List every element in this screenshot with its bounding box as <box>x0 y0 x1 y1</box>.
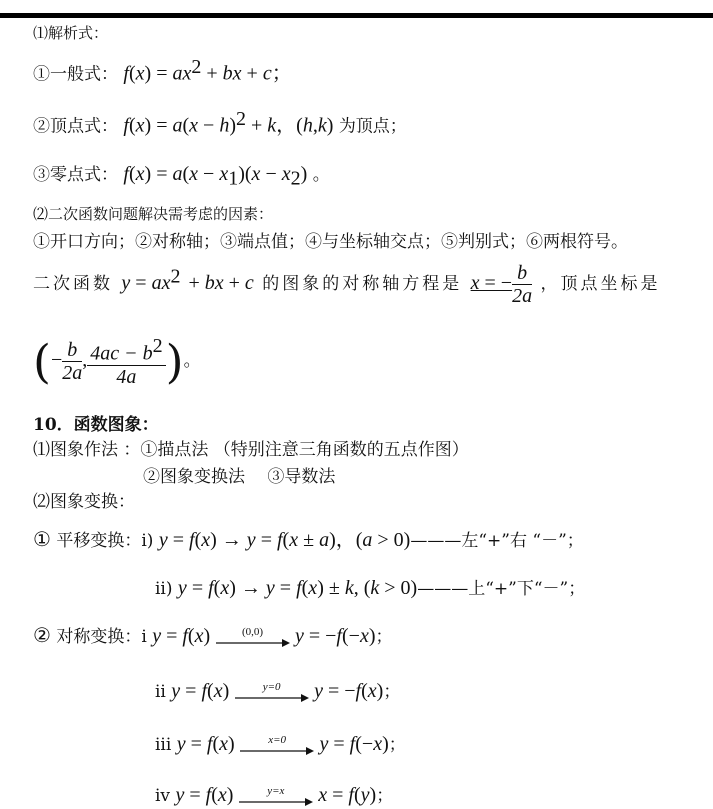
general-form-label: ①一般式： <box>33 64 118 85</box>
vertex-form-line: ②顶点式： $f(x) = a(x - h)^2 + k$，(h,k) 为顶点； <box>33 108 407 137</box>
symmetry-iv-line: iv y = f(x) y=x x = f(y)； <box>155 784 394 806</box>
symmetry-iii-line: iii y = f(x) x=0 y = f(−x)； <box>155 733 406 755</box>
section-10-title: 10．函数图象： <box>33 415 159 435</box>
transform-header: ⑵图象变换： <box>33 492 135 512</box>
top-rule <box>0 13 713 18</box>
axis-line: 二次函数 $y = ax^2$ + bx + c 的图象的对称轴方程是 x = − $\frac{b}{2a}$ ，顶点坐标是 <box>33 262 661 307</box>
arrow-y0: y=0 <box>235 682 309 703</box>
axis-formula: x = − <box>470 272 513 294</box>
section-2-header: ⑵二次函数问题解决需考虑的因素： <box>33 205 274 223</box>
section-1-header: ⑴解析式： <box>33 24 109 42</box>
arrow-x0: x=0 <box>240 735 314 756</box>
arrow-yx: y=x <box>239 786 313 807</box>
factors-line: ①开口方向；②对称轴；③端点值；④与坐标轴交点；⑤判别式；⑥两根符号。 <box>33 232 628 252</box>
general-form-line: ①一般式： $f(x) = ax^2$ + bx + c； <box>33 56 292 85</box>
plot-method-line-2: ②图象变换法 ③导数法 <box>143 467 336 487</box>
vertex-form-label: ②顶点式： <box>33 116 118 137</box>
plot-method-line-1: ⑴图象作法 ：①描点法 （特别注意三角函数的五点作图） <box>33 440 469 460</box>
symmetry-i-line: ② 对称变换：i y = f(x) (0,0) y = −f(−x)； <box>33 623 393 647</box>
zero-form-line: ③零点式： $f(x) = a(x - x_1)(x - x_2)$ 。 <box>33 163 330 190</box>
zero-form-label: ③零点式： <box>33 165 118 185</box>
symmetry-ii-line: ii y = f(x) y=0 y = −f(x)； <box>155 680 401 702</box>
vertex-coordinates-line: (− $\frac{b}{2a}$ , $\frac{4ac - b^2}{4a}$ )。 <box>33 334 201 389</box>
shift-i-line: ① 平移变换：i) y = f(x) → y = f(x ± a)，(a > 0)———左“+”右 “－”； <box>33 527 584 551</box>
general-form-formula: f <box>123 62 129 85</box>
arrow-origin: (0,0) <box>216 627 290 648</box>
shift-ii-line: ii) y = f(x) → y = f(x) ± k, (k > 0)———上“+”下“－”； <box>155 577 586 599</box>
